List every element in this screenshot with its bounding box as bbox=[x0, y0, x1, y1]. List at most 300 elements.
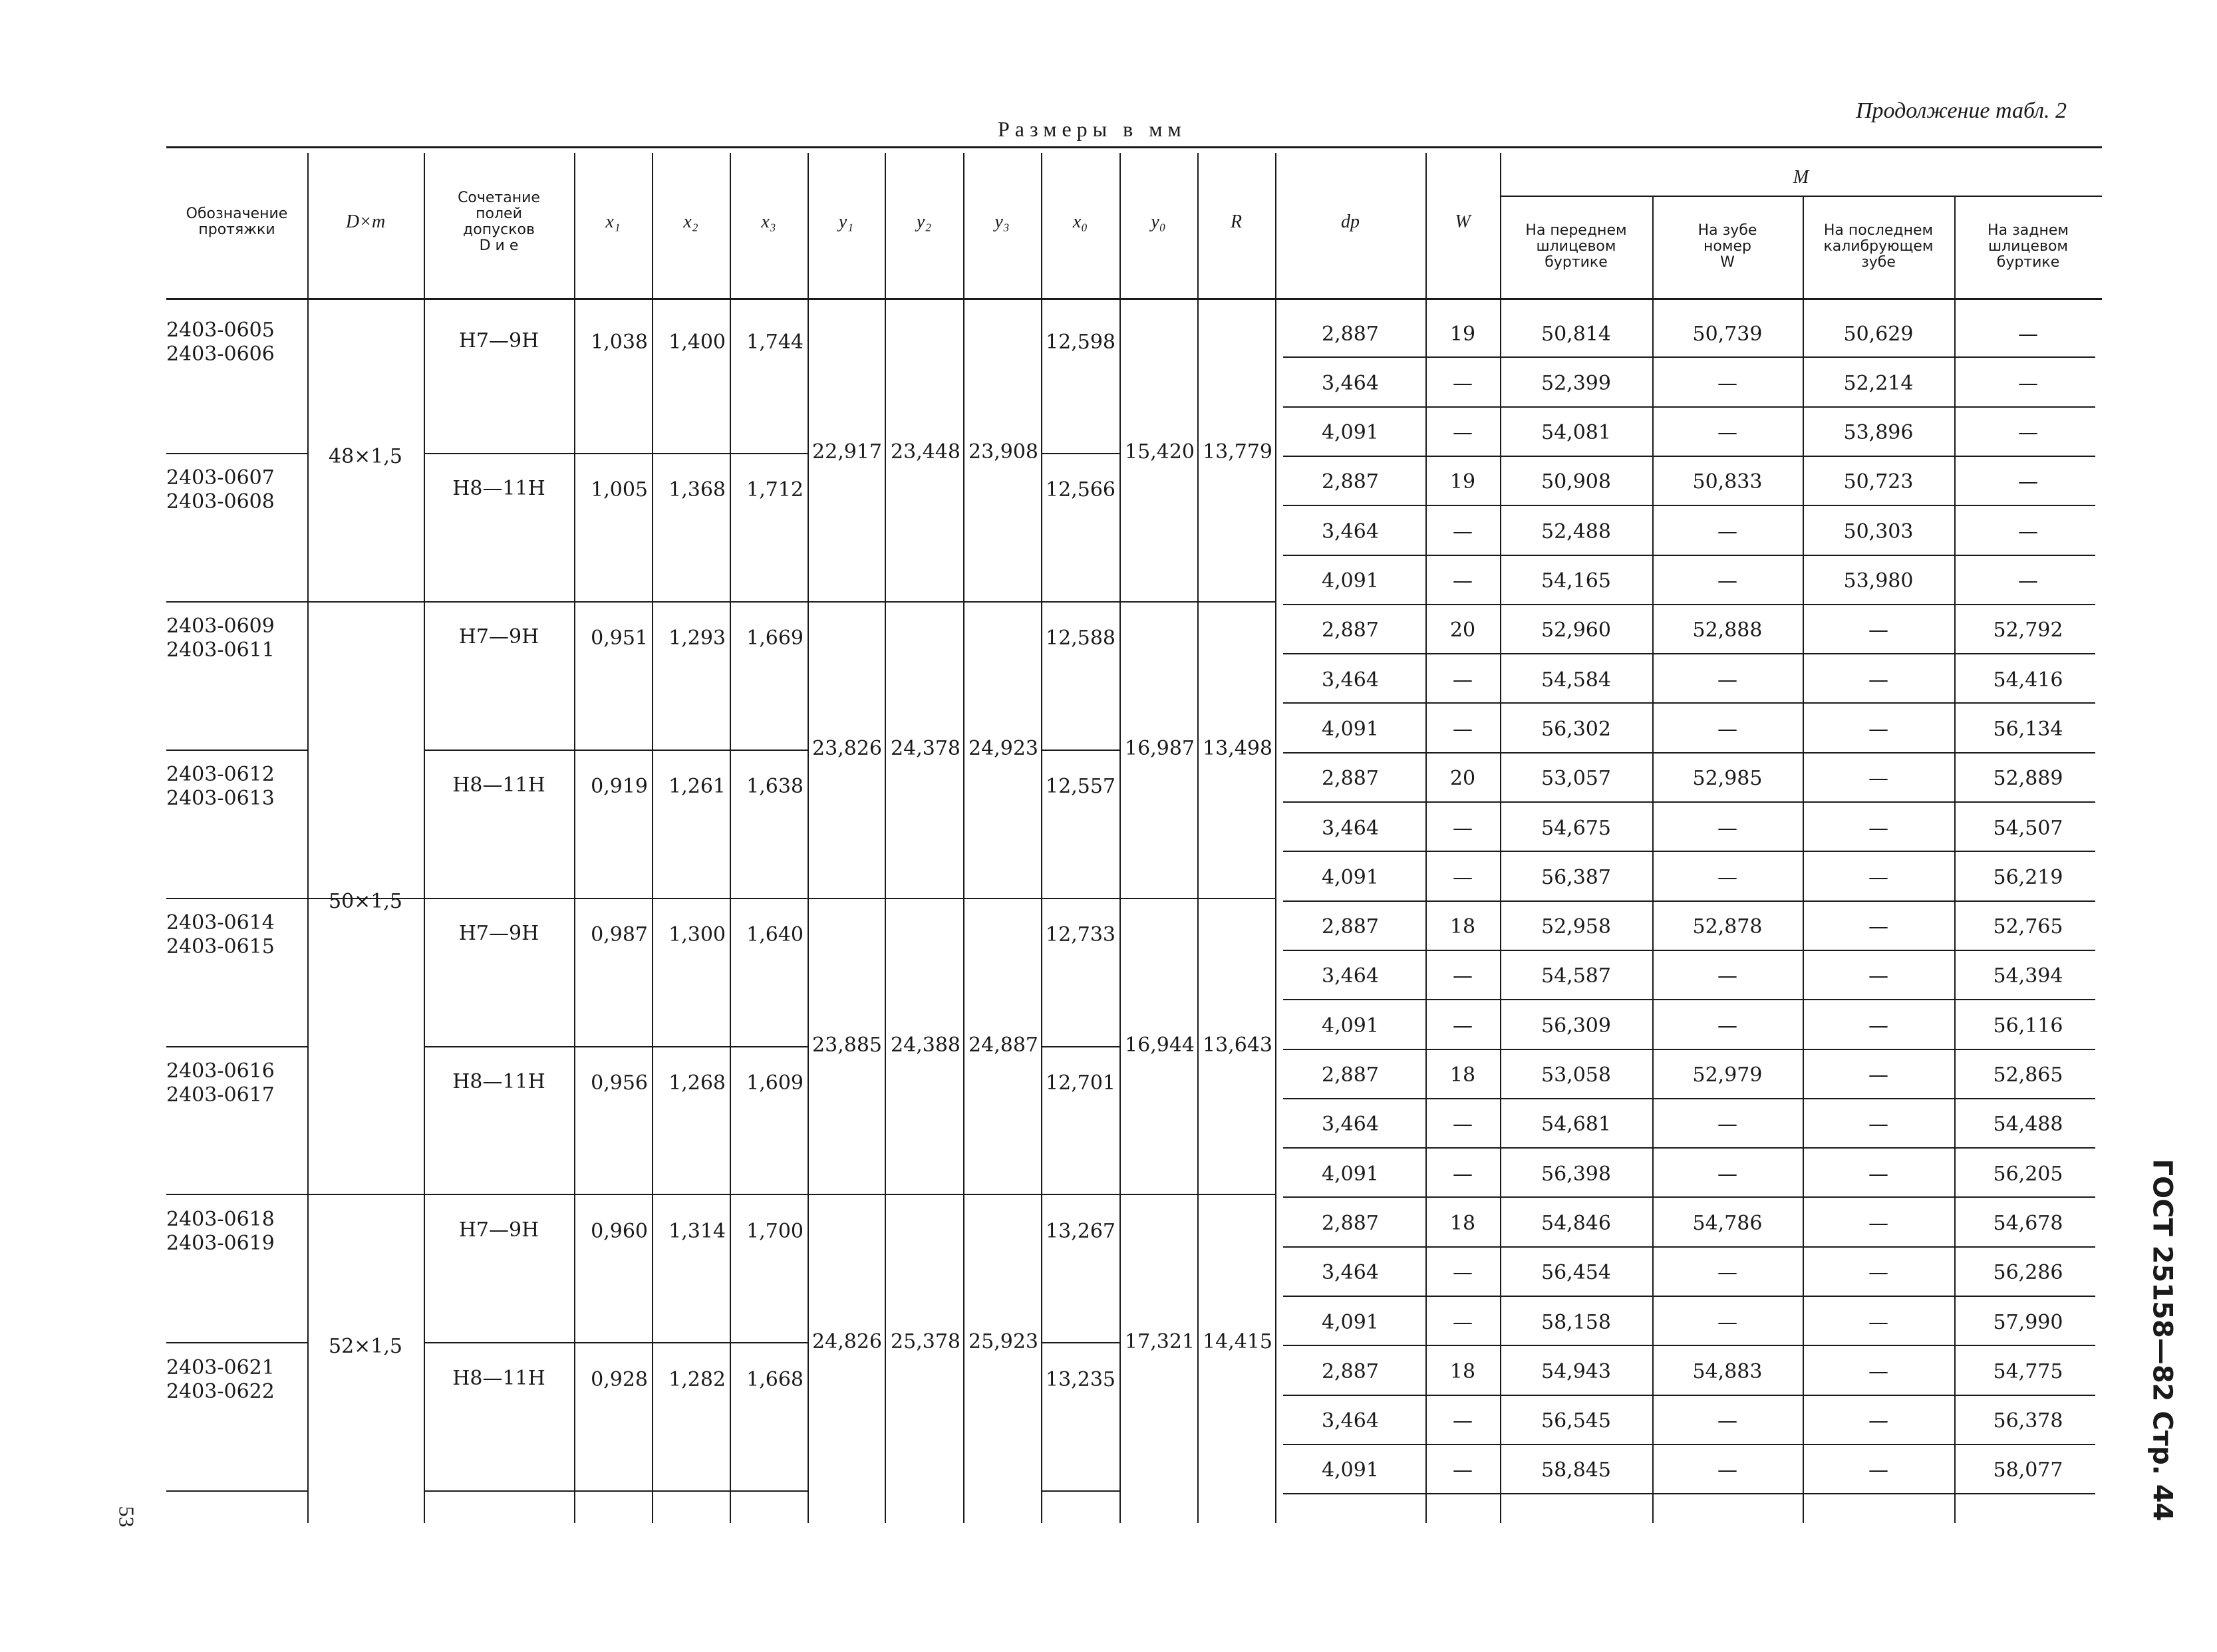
dp-value: 3,464 bbox=[1322, 1409, 1379, 1433]
block-rule bbox=[424, 1194, 808, 1195]
m-last-value: 50,723 bbox=[1843, 470, 1914, 494]
dp-value: 2,887 bbox=[1322, 1211, 1379, 1235]
tool-code: 2403-0606 bbox=[166, 342, 275, 366]
block-rule bbox=[424, 1046, 808, 1047]
value-y0: 17,321 bbox=[1125, 1329, 1195, 1353]
dp-value: 3,464 bbox=[1322, 1113, 1379, 1137]
m-tooth-value: — bbox=[1717, 1458, 1737, 1482]
header-M: M bbox=[1793, 167, 1809, 188]
tool-code: 2403-0616 bbox=[166, 1059, 275, 1083]
header-m3: На последнем калибрующем зубе bbox=[1823, 222, 1934, 271]
value-y0: 16,944 bbox=[1125, 1033, 1195, 1057]
tool-code: 2403-0608 bbox=[166, 490, 275, 514]
dp-value: 4,091 bbox=[1322, 865, 1379, 889]
row-rule bbox=[1283, 851, 2095, 852]
units-note: Размеры в мм bbox=[998, 117, 1187, 141]
dp-value: 4,091 bbox=[1322, 569, 1379, 593]
m-last-value: 53,896 bbox=[1843, 421, 1914, 445]
m-rear-value: 54,488 bbox=[1993, 1113, 2063, 1137]
tolerance-fit: H8—11H bbox=[452, 477, 545, 501]
block-rule bbox=[1041, 898, 1119, 899]
group-rule bbox=[1119, 1194, 1275, 1195]
w-value: 20 bbox=[1449, 767, 1476, 791]
value-x0: 12,588 bbox=[1046, 626, 1115, 650]
m-last-value: — bbox=[1868, 1162, 1888, 1186]
m-tooth-value: 50,739 bbox=[1692, 322, 1763, 346]
block-rule bbox=[424, 1490, 808, 1492]
m-tooth-value: — bbox=[1717, 816, 1737, 840]
column-rule bbox=[730, 153, 731, 1523]
dp-value: 4,091 bbox=[1322, 1014, 1379, 1037]
value-x2: 1,293 bbox=[668, 626, 726, 650]
header-dp: dp bbox=[1341, 211, 1360, 232]
block-rule bbox=[166, 601, 307, 603]
m-front-value: 56,387 bbox=[1541, 865, 1611, 889]
m-tooth-value: — bbox=[1717, 421, 1737, 445]
dp-value: 3,464 bbox=[1322, 1261, 1379, 1285]
tool-code: 2403-0618 bbox=[166, 1207, 275, 1231]
value-R: 13,779 bbox=[1203, 440, 1272, 464]
dp-value: 2,887 bbox=[1322, 322, 1379, 346]
block-rule bbox=[1041, 1046, 1119, 1047]
header-designation: Обозначение протяжки bbox=[186, 206, 288, 238]
m-tooth-value: — bbox=[1717, 1409, 1737, 1433]
value-y0: 15,420 bbox=[1125, 440, 1195, 464]
tolerance-fit: H7—9H bbox=[458, 922, 539, 946]
row-rule bbox=[1283, 801, 2095, 803]
group-rule bbox=[808, 898, 1041, 899]
m-front-value: 56,454 bbox=[1541, 1261, 1611, 1285]
row-rule bbox=[1283, 1196, 2095, 1198]
row-rule bbox=[1283, 1296, 2095, 1297]
m-last-value: — bbox=[1868, 1113, 1888, 1137]
m-rear-value: 54,678 bbox=[1993, 1211, 2063, 1235]
block-rule bbox=[424, 453, 808, 454]
column-rule bbox=[574, 153, 575, 1523]
m-front-value: 56,309 bbox=[1541, 1014, 1611, 1037]
header-bottom-rule bbox=[166, 298, 2102, 300]
m-tooth-value: — bbox=[1717, 865, 1737, 889]
w-value: — bbox=[1453, 1409, 1473, 1433]
m-rear-value: 58,077 bbox=[1993, 1458, 2063, 1482]
m-rear-value: 54,507 bbox=[1993, 816, 2063, 840]
m-front-value: 52,958 bbox=[1541, 915, 1611, 939]
m-tooth-value: 50,833 bbox=[1692, 470, 1763, 494]
m-rear-value: — bbox=[2018, 569, 2038, 593]
row-rule bbox=[1283, 456, 2095, 457]
tolerance-fit: H7—9H bbox=[458, 329, 539, 352]
value-x0: 13,267 bbox=[1046, 1219, 1115, 1243]
value-x1: 0,928 bbox=[591, 1367, 648, 1391]
value-y2: 25,378 bbox=[891, 1329, 961, 1353]
column-rule bbox=[1197, 153, 1199, 1523]
value-y0: 16,987 bbox=[1125, 737, 1195, 761]
row-rule bbox=[1283, 406, 2095, 408]
w-value: 19 bbox=[1449, 322, 1476, 346]
tolerance-fit: H8—11H bbox=[452, 1070, 545, 1093]
dxm-value: 50×1,5 bbox=[328, 890, 403, 914]
value-x1: 0,987 bbox=[591, 923, 648, 947]
w-value: — bbox=[1453, 816, 1473, 840]
m-last-value: — bbox=[1868, 964, 1888, 988]
row-rule bbox=[1283, 653, 2095, 654]
row-rule bbox=[1283, 950, 2095, 951]
page-number: 53 bbox=[114, 1506, 139, 1527]
header-y0: y₀ bbox=[1151, 211, 1166, 232]
value-y3: 24,887 bbox=[968, 1033, 1038, 1057]
dp-value: 4,091 bbox=[1322, 1310, 1379, 1334]
block-rule bbox=[424, 1342, 808, 1343]
row-rule bbox=[1283, 1049, 2095, 1050]
value-x2: 1,300 bbox=[668, 923, 726, 947]
tool-code: 2403-0617 bbox=[166, 1083, 275, 1107]
m-front-value: 56,302 bbox=[1541, 717, 1611, 741]
value-y2: 23,448 bbox=[891, 440, 961, 464]
m-tooth-value: 54,786 bbox=[1692, 1211, 1763, 1235]
row-rule bbox=[1283, 1246, 2095, 1248]
value-x3: 1,668 bbox=[746, 1367, 804, 1391]
m-tooth-value: — bbox=[1717, 519, 1737, 543]
header-m4: На заднем шлицевом буртике bbox=[1988, 222, 2069, 271]
value-x2: 1,268 bbox=[668, 1071, 726, 1095]
value-x0: 13,235 bbox=[1046, 1367, 1115, 1391]
m-last-value: — bbox=[1868, 1063, 1888, 1087]
m-last-value: — bbox=[1868, 1310, 1888, 1334]
m-tooth-value: 52,878 bbox=[1692, 915, 1763, 939]
tolerance-fit: H8—11H bbox=[452, 773, 545, 797]
tool-code: 2403-0609 bbox=[166, 615, 275, 638]
row-rule bbox=[1283, 1147, 2095, 1149]
m-last-value: — bbox=[1868, 1014, 1888, 1037]
tolerance-fit: H7—9H bbox=[458, 625, 539, 649]
tool-code: 2403-0612 bbox=[166, 763, 275, 787]
m-tooth-value: 52,979 bbox=[1692, 1063, 1763, 1087]
block-rule bbox=[166, 1342, 307, 1343]
row-rule bbox=[1283, 555, 2095, 556]
row-rule bbox=[1283, 702, 2095, 704]
tool-code: 2403-0619 bbox=[166, 1231, 275, 1255]
w-value: — bbox=[1453, 668, 1473, 692]
w-value: — bbox=[1453, 371, 1473, 395]
header-x3: x₃ bbox=[761, 211, 776, 232]
header-x1: x₁ bbox=[605, 211, 621, 232]
dp-value: 3,464 bbox=[1322, 964, 1379, 988]
dp-value: 2,887 bbox=[1322, 767, 1379, 791]
m-tooth-value: — bbox=[1717, 717, 1737, 741]
m-tooth-value: 52,888 bbox=[1692, 619, 1763, 642]
m-last-value: 50,629 bbox=[1843, 322, 1914, 346]
column-rule bbox=[652, 153, 653, 1523]
dp-value: 4,091 bbox=[1322, 1458, 1379, 1482]
value-y2: 24,378 bbox=[891, 737, 961, 761]
m-tooth-value: 52,985 bbox=[1692, 767, 1763, 791]
m-front-value: 54,943 bbox=[1541, 1359, 1611, 1383]
m-tooth-value: — bbox=[1717, 1162, 1737, 1186]
m-rear-value: 56,378 bbox=[1993, 1409, 2063, 1433]
standard-mark: ГОСТ 25158—82 Стр. 44 bbox=[2146, 1159, 2178, 1522]
m-rear-value: 54,416 bbox=[1993, 668, 2063, 692]
value-x3: 1,609 bbox=[746, 1071, 804, 1095]
m-rear-value: 52,865 bbox=[1993, 1063, 2063, 1087]
group-rule bbox=[1119, 898, 1275, 899]
m-rear-value: 56,205 bbox=[1993, 1162, 2063, 1186]
value-x2: 1,261 bbox=[668, 775, 726, 799]
tolerance-fit: H7—9H bbox=[458, 1218, 539, 1242]
value-y3: 23,908 bbox=[968, 440, 1038, 464]
value-x2: 1,368 bbox=[668, 478, 726, 502]
column-rule bbox=[963, 153, 964, 1523]
m-rear-value: 52,792 bbox=[1993, 619, 2063, 642]
block-rule bbox=[424, 601, 808, 603]
w-value: — bbox=[1453, 717, 1473, 741]
value-x2: 1,282 bbox=[668, 1367, 726, 1391]
w-value: — bbox=[1453, 1113, 1473, 1137]
w-value: 19 bbox=[1449, 470, 1476, 494]
m-tooth-value: — bbox=[1717, 1113, 1737, 1137]
m-tooth-value: — bbox=[1717, 668, 1737, 692]
dp-value: 2,887 bbox=[1322, 915, 1379, 939]
m-front-value: 53,058 bbox=[1541, 1063, 1611, 1087]
group-rule bbox=[808, 1194, 1041, 1195]
row-rule bbox=[1283, 1493, 2095, 1494]
m-rear-value: 52,765 bbox=[1993, 915, 2063, 939]
block-rule bbox=[166, 1046, 307, 1047]
row-rule bbox=[1283, 604, 2095, 605]
header-x2: x₂ bbox=[683, 211, 698, 232]
m-front-value: 52,488 bbox=[1541, 519, 1611, 543]
value-x0: 12,557 bbox=[1046, 775, 1115, 799]
header-tolerance: Сочетание полей допусков D и e bbox=[458, 190, 540, 254]
m-tooth-value: 54,883 bbox=[1692, 1359, 1763, 1383]
value-y3: 25,923 bbox=[968, 1329, 1038, 1353]
block-rule bbox=[166, 453, 307, 454]
m-front-value: 54,846 bbox=[1541, 1211, 1611, 1235]
dxm-rule bbox=[307, 1194, 424, 1195]
value-y1: 23,826 bbox=[812, 737, 882, 761]
w-value: — bbox=[1453, 1014, 1473, 1037]
column-rule bbox=[1119, 153, 1121, 1523]
w-value: 18 bbox=[1449, 1359, 1476, 1383]
value-x0: 12,566 bbox=[1046, 478, 1115, 502]
w-value: 18 bbox=[1449, 915, 1476, 939]
m-front-value: 54,675 bbox=[1541, 816, 1611, 840]
w-value: — bbox=[1453, 1162, 1473, 1186]
value-x0: 12,701 bbox=[1046, 1071, 1115, 1095]
value-R: 13,498 bbox=[1203, 737, 1272, 761]
row-rule bbox=[1283, 752, 2095, 754]
dp-value: 4,091 bbox=[1322, 1162, 1379, 1186]
value-x3: 1,744 bbox=[746, 330, 804, 354]
column-rule bbox=[424, 153, 425, 1523]
w-value: — bbox=[1453, 1261, 1473, 1285]
dp-value: 4,091 bbox=[1322, 717, 1379, 741]
w-value: 18 bbox=[1449, 1211, 1476, 1235]
m-rear-value: — bbox=[2018, 519, 2038, 543]
m-front-value: 54,165 bbox=[1541, 569, 1611, 593]
value-y2: 24,388 bbox=[891, 1033, 961, 1057]
m-rear-value: 57,990 bbox=[1993, 1310, 2063, 1334]
value-x1: 0,951 bbox=[591, 626, 648, 650]
header-m2: На зубе номер W bbox=[1698, 222, 1757, 271]
value-x2: 1,400 bbox=[668, 330, 726, 354]
group-rule bbox=[808, 601, 1041, 603]
m-last-value: 52,214 bbox=[1843, 371, 1914, 395]
value-x1: 0,960 bbox=[591, 1219, 648, 1243]
m-rear-value: 54,394 bbox=[1993, 964, 2063, 988]
dxm-value: 52×1,5 bbox=[328, 1334, 403, 1358]
block-rule bbox=[1041, 1490, 1119, 1492]
m-front-value: 54,081 bbox=[1541, 421, 1611, 445]
dp-value: 2,887 bbox=[1322, 1359, 1379, 1383]
m-front-value: 54,587 bbox=[1541, 964, 1611, 988]
w-value: — bbox=[1453, 421, 1473, 445]
value-y1: 23,885 bbox=[812, 1033, 882, 1057]
m-front-value: 56,545 bbox=[1541, 1409, 1611, 1433]
m-last-value: — bbox=[1868, 1261, 1888, 1285]
row-rule bbox=[1283, 1345, 2095, 1346]
header-y2: y₂ bbox=[916, 211, 932, 232]
m-front-value: 53,057 bbox=[1541, 767, 1611, 791]
m-front-value: 58,158 bbox=[1541, 1310, 1611, 1334]
row-rule bbox=[1283, 900, 2095, 902]
block-rule bbox=[424, 898, 808, 899]
m-last-value: — bbox=[1868, 1211, 1888, 1235]
block-rule bbox=[166, 1490, 307, 1492]
w-value: — bbox=[1453, 569, 1473, 593]
block-rule bbox=[1041, 1194, 1119, 1195]
tool-code: 2403-0614 bbox=[166, 911, 275, 935]
m-last-value: — bbox=[1868, 915, 1888, 939]
column-rule bbox=[808, 153, 809, 1523]
header-y3: y₃ bbox=[994, 211, 1010, 232]
m-tooth-value: — bbox=[1717, 371, 1737, 395]
header-R: R bbox=[1230, 211, 1243, 232]
tool-code: 2403-0611 bbox=[166, 638, 275, 662]
value-x3: 1,669 bbox=[746, 626, 804, 650]
m-front-value: 50,814 bbox=[1541, 322, 1611, 346]
w-value: — bbox=[1453, 519, 1473, 543]
m-last-value: 50,303 bbox=[1843, 519, 1914, 543]
m-rear-value: — bbox=[2018, 371, 2038, 395]
column-rule bbox=[1041, 153, 1042, 1523]
dp-value: 4,091 bbox=[1322, 421, 1379, 445]
value-x2: 1,314 bbox=[668, 1219, 726, 1243]
m-front-value: 54,584 bbox=[1541, 668, 1611, 692]
m-tooth-value: — bbox=[1717, 1310, 1737, 1334]
tool-code: 2403-0607 bbox=[166, 466, 275, 490]
value-x3: 1,640 bbox=[746, 923, 804, 947]
value-x3: 1,712 bbox=[746, 478, 804, 502]
m-front-value: 58,845 bbox=[1541, 1458, 1611, 1482]
row-rule bbox=[1283, 1444, 2095, 1445]
value-x1: 1,038 bbox=[591, 330, 648, 354]
block-rule bbox=[166, 1194, 307, 1195]
m-front-value: 56,398 bbox=[1541, 1162, 1611, 1186]
row-rule bbox=[1283, 356, 2095, 358]
row-rule bbox=[1283, 505, 2095, 506]
m-last-value: — bbox=[1868, 1409, 1888, 1433]
m-last-value: — bbox=[1868, 767, 1888, 791]
w-value: — bbox=[1453, 1310, 1473, 1334]
dp-value: 2,887 bbox=[1322, 1063, 1379, 1087]
value-y1: 22,917 bbox=[812, 440, 882, 464]
dp-value: 2,887 bbox=[1322, 470, 1379, 494]
block-rule bbox=[1041, 601, 1119, 603]
w-value: 18 bbox=[1449, 1063, 1476, 1087]
dp-value: 3,464 bbox=[1322, 519, 1379, 543]
tool-code: 2403-0621 bbox=[166, 1355, 275, 1379]
header-m1: На переднем шлицевом буртике bbox=[1525, 222, 1627, 271]
value-x3: 1,638 bbox=[746, 775, 804, 799]
value-R: 13,643 bbox=[1203, 1033, 1272, 1057]
m-last-value: — bbox=[1868, 865, 1888, 889]
m-tooth-value: — bbox=[1717, 1014, 1737, 1037]
m-rear-value: 56,116 bbox=[1993, 1014, 2063, 1037]
dp-value: 2,887 bbox=[1322, 619, 1379, 642]
tolerance-fit: H8—11H bbox=[452, 1366, 545, 1390]
block-rule bbox=[166, 750, 307, 751]
w-value: — bbox=[1453, 865, 1473, 889]
value-x0: 12,598 bbox=[1046, 330, 1115, 354]
value-x3: 1,700 bbox=[746, 1219, 804, 1243]
value-R: 14,415 bbox=[1203, 1329, 1272, 1353]
m-tooth-value: — bbox=[1717, 569, 1737, 593]
dxm-value: 48×1,5 bbox=[328, 445, 403, 469]
w-value: — bbox=[1453, 1458, 1473, 1482]
w-value: 20 bbox=[1449, 619, 1476, 642]
m-last-value: — bbox=[1868, 816, 1888, 840]
table-continuation-caption: Продолжение табл. 2 bbox=[1856, 98, 2067, 123]
m-last-value: — bbox=[1868, 1458, 1888, 1482]
header-y1: y₁ bbox=[838, 211, 854, 232]
m-tooth-value: — bbox=[1717, 1261, 1737, 1285]
value-x1: 0,956 bbox=[591, 1071, 648, 1095]
tool-code: 2403-0613 bbox=[166, 787, 275, 811]
value-y1: 24,826 bbox=[812, 1329, 882, 1353]
block-rule bbox=[1041, 1342, 1119, 1343]
dp-value: 3,464 bbox=[1322, 816, 1379, 840]
dp-value: 3,464 bbox=[1322, 371, 1379, 395]
value-x1: 1,005 bbox=[591, 478, 648, 502]
block-rule bbox=[1041, 453, 1119, 454]
m-last-value: — bbox=[1868, 1359, 1888, 1383]
row-rule bbox=[1283, 1098, 2095, 1099]
m-rear-value: — bbox=[2018, 421, 2038, 445]
header-x0: x₀ bbox=[1072, 211, 1088, 232]
dxm-rule bbox=[307, 601, 424, 603]
value-x1: 0,919 bbox=[591, 775, 648, 799]
m-tooth-value: — bbox=[1717, 964, 1737, 988]
m-rear-value: 54,775 bbox=[1993, 1359, 2063, 1383]
header-dxm: D×m bbox=[345, 211, 386, 232]
block-rule bbox=[166, 898, 307, 899]
m-rear-value: 56,286 bbox=[1993, 1261, 2063, 1285]
m-last-value: — bbox=[1868, 619, 1888, 642]
header-W: W bbox=[1455, 211, 1471, 232]
row-rule bbox=[1283, 999, 2095, 1000]
m-rear-value: — bbox=[2018, 322, 2038, 346]
dp-value: 3,464 bbox=[1322, 668, 1379, 692]
m-front-value: 52,399 bbox=[1541, 371, 1611, 395]
m-rear-value: 56,134 bbox=[1993, 717, 2063, 741]
column-rule bbox=[885, 153, 886, 1523]
value-x0: 12,733 bbox=[1046, 923, 1115, 947]
block-rule bbox=[424, 750, 808, 751]
tool-code: 2403-0605 bbox=[166, 318, 275, 342]
m-last-value: — bbox=[1868, 717, 1888, 741]
m-last-value: 53,980 bbox=[1843, 569, 1914, 593]
tool-code: 2403-0615 bbox=[166, 935, 275, 959]
